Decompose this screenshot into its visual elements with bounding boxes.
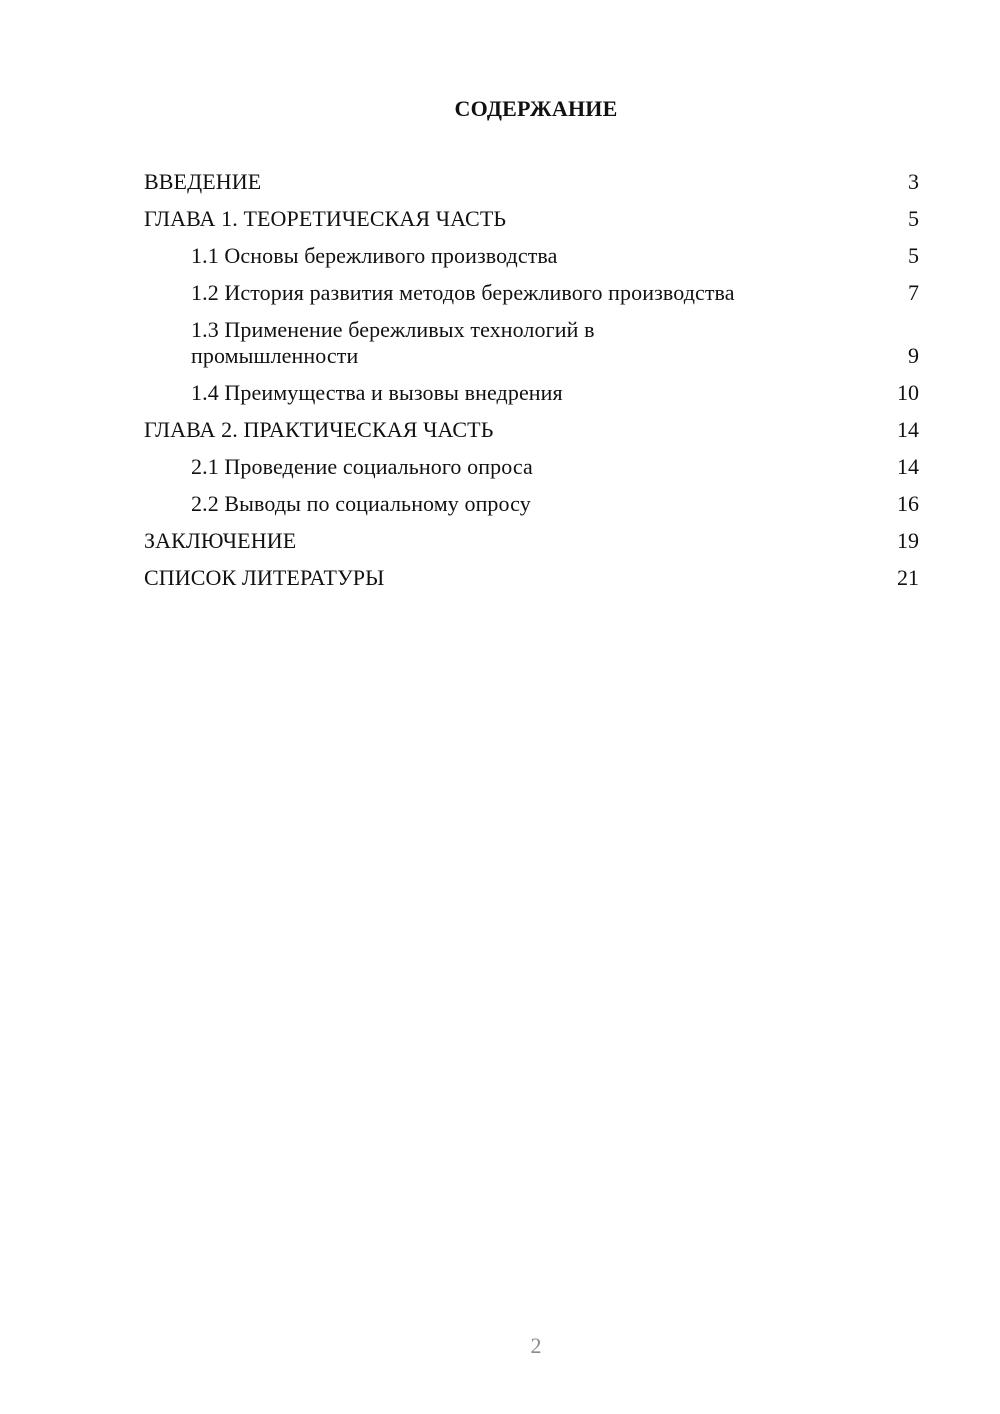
toc-entry-page: 5 [908,243,919,268]
toc-entry-label: СПИСОК ЛИТЕРАТУРЫ [144,565,385,590]
toc-entry-section-1-3[interactable] [144,317,919,369]
toc-entry-page: 16 [897,491,919,516]
toc-entry-section-2-1[interactable] [144,454,919,480]
toc-entry-page: 19 [897,528,919,553]
toc-entry-page: 3 [908,169,919,194]
toc-entry-page: 10 [897,380,919,405]
table-of-contents [144,169,919,602]
toc-entry-label: 1.2 История развития методов бережливого производства [191,280,735,305]
toc-entry-chapter-2[interactable] [144,417,919,443]
toc-entry-page: 21 [897,565,919,590]
toc-entry-label: 2.1 Проведение социального опроса [191,454,533,479]
toc-entry-label: ГЛАВА 1. ТЕОРЕТИЧЕСКАЯ ЧАСТЬ [144,206,507,231]
toc-entry-page: 5 [908,206,919,231]
toc-entry-section-1-1[interactable] [144,243,919,269]
page-number: 2 [530,1333,542,1358]
toc-entry-label [144,317,871,369]
toc-entry-label: 2.2 Выводы по социальному опросу [191,491,531,516]
toc-entry-page: 14 [897,454,919,479]
toc-entry-label: ГЛАВА 2. ПРАКТИЧЕСКАЯ ЧАСТЬ [144,417,494,442]
toc-entry-page: 9 [908,343,919,368]
toc-entry-introduction[interactable] [144,169,919,195]
toc-title: СОДЕРЖАНИЕ [454,96,618,121]
toc-entry-label-line-1: 1.3 Применение бережливых технологий в [191,317,595,342]
toc-entry-section-1-2[interactable] [144,280,919,306]
toc-entry-conclusion[interactable] [144,528,919,554]
toc-entry-label-line-2: промышленности [191,343,359,368]
toc-entry-section-2-2[interactable] [144,491,919,517]
toc-entry-chapter-1[interactable] [144,206,919,232]
toc-entry-label: 1.1 Основы бережливого производства [191,243,558,268]
toc-entry-label: 1.4 Преимущества и вызовы внедрения [191,380,563,405]
toc-entry-section-1-4[interactable] [144,380,919,406]
toc-entry-label: ВВЕДЕНИЕ [144,169,262,194]
toc-entry-page: 14 [897,417,919,442]
toc-entry-references[interactable] [144,565,919,591]
toc-entry-label: ЗАКЛЮЧЕНИЕ [144,528,297,553]
toc-entry-page: 7 [908,280,919,305]
